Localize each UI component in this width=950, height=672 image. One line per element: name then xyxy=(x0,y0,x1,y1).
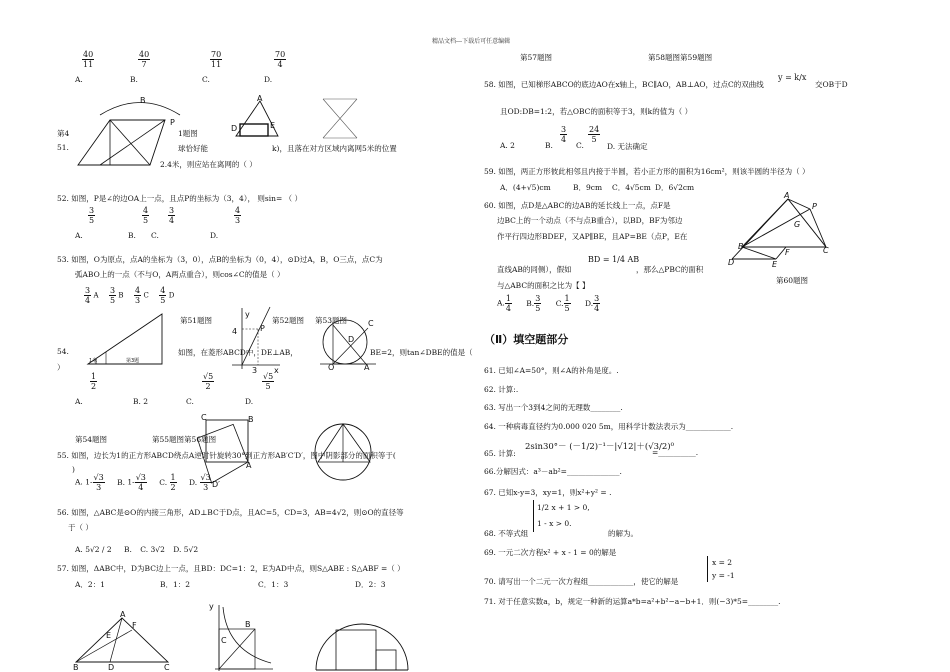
q54-option-d xyxy=(262,372,274,391)
svg-text:P: P xyxy=(812,202,817,211)
q60-a-label: A. xyxy=(497,298,505,308)
page-header: 精品文档---下载后可任意编辑 xyxy=(432,38,511,45)
q51-text-a: 球恰好能 xyxy=(178,144,208,153)
q52-option-a xyxy=(88,206,95,225)
q50-a-num: 40 xyxy=(83,50,94,59)
svg-text:F: F xyxy=(132,621,137,630)
q55-c-label: C. xyxy=(159,477,168,487)
q58-text-c: 且OD:DB=1:2，若△OBC的面积等于3，则k的值为（ ） xyxy=(500,107,693,116)
q56-text: 56. 如图，△ABC是⊙O的内接三角形，AD⊥BC于D点，且AC=5，CD=3，AB=4√2，则⊙O的直径等 xyxy=(57,508,404,517)
q54-c-den: 2 xyxy=(205,382,211,391)
q55-close: ) xyxy=(72,465,75,474)
q55-b-num: √3 xyxy=(135,473,146,482)
q55-d-label: D. xyxy=(189,477,198,487)
q53-a-num: 3 xyxy=(85,286,91,295)
caption-fig-4x: 第4 xyxy=(57,129,70,138)
q50-b-den: 7 xyxy=(141,60,147,69)
q63-text: 63. 写出一个3到4之间的无理数________. xyxy=(484,403,623,412)
q58-option-b xyxy=(560,125,567,144)
q50-d-den: 4 xyxy=(277,60,283,69)
svg-text:B: B xyxy=(248,415,254,424)
section-heading: （Ⅱ）填空题部分 xyxy=(484,333,569,346)
q59-option-d: D．6√2cm xyxy=(655,183,695,192)
q54-close: ） xyxy=(57,363,65,372)
q70-solution xyxy=(707,556,735,582)
q57-option-b: B．1：2 xyxy=(160,580,191,589)
q50-option-a xyxy=(82,50,94,69)
q50-c-num: 70 xyxy=(211,50,222,59)
q52-c-num: 3 xyxy=(169,206,175,215)
q53-b-den: 5 xyxy=(109,296,116,305)
q65-expression: 2sin30°－ (－1/2)⁻¹－|√12|＋(√3/2)⁰ xyxy=(525,442,675,452)
q64-text: 64. 一种病毒直径约为0.000 020 5m，用科学计数法表示为____________. xyxy=(484,422,734,431)
q52-a-den: 5 xyxy=(89,216,95,225)
q55-d-num: √3 xyxy=(200,473,211,482)
q60-b-num: 3 xyxy=(535,294,541,303)
q58-option-c xyxy=(588,125,600,144)
q50-option-b xyxy=(138,50,150,69)
q69-text: 69. 一元二次方程x² + x - 1 = 0的解是 xyxy=(484,548,617,557)
caption-fig-54: 第54题图 xyxy=(75,435,108,444)
svg-text:第3题: 第3题 xyxy=(126,358,140,364)
q55-d-den: 3 xyxy=(203,483,209,492)
q52-a-label: A. xyxy=(75,231,83,240)
q55-b-den: 4 xyxy=(138,483,144,492)
q53-d-den: 5 xyxy=(160,296,166,305)
svg-text:y: y xyxy=(245,310,250,319)
q50-a-den: 11 xyxy=(83,60,94,69)
svg-text:A: A xyxy=(246,461,252,470)
q56-b-label: B. xyxy=(123,545,132,554)
q60-text-b: 边BC上的一个动点（不与点B重合），以BD，BF为邻边 xyxy=(497,216,683,225)
svg-text:D: D xyxy=(348,335,355,344)
q54-option-a xyxy=(90,372,97,391)
q53-d-num: 4 xyxy=(160,286,166,295)
figure-slope-triangle xyxy=(86,312,166,367)
q60-d-den: 4 xyxy=(594,304,600,313)
q52-d-label: D. xyxy=(210,231,219,240)
svg-text:A: A xyxy=(257,94,263,103)
q58-option-c-label: C. xyxy=(576,141,584,150)
q54-option-c xyxy=(202,372,214,391)
figure-triangle-rect xyxy=(228,96,283,141)
q60-b-label: B. xyxy=(526,298,535,308)
q52-d-den: 3 xyxy=(235,216,241,225)
caption-fig-51b: 第51题图 xyxy=(180,316,213,325)
q55-b-pre: 1- xyxy=(127,477,135,487)
q60-a-num: 1 xyxy=(505,294,511,303)
q58-c-num: 24 xyxy=(589,125,600,134)
q52-b-num: 4 xyxy=(143,206,149,215)
q56-c-label: C. xyxy=(140,545,149,554)
q53-text-b: 弧ABO上的一点（不与O，A两点重合），则cos∠C的值是（ ） xyxy=(75,270,285,279)
q56-a-label: A. xyxy=(75,545,83,554)
svg-text:B: B xyxy=(738,242,744,251)
q55-c-den: 2 xyxy=(170,483,176,492)
q68-text-a: 68. 不等式组 xyxy=(484,529,529,538)
q56-a-value: 5√2 / 2 xyxy=(85,545,112,554)
svg-text:D: D xyxy=(231,124,238,133)
q60-text-d: 直线AB的同侧），假如 xyxy=(497,265,572,274)
q54-d-label: D. xyxy=(245,397,254,406)
q57-option-a: A．2：1 xyxy=(75,580,105,589)
q51-number: 51. xyxy=(57,143,69,152)
svg-text:D: D xyxy=(728,258,735,267)
q55-options xyxy=(75,473,212,492)
q66-text: 66.分解因式：a³－ab²=______________. xyxy=(484,467,622,476)
svg-text:C: C xyxy=(221,636,227,645)
figure-hyperbola-58 xyxy=(205,603,275,671)
q52-option-c xyxy=(168,206,175,225)
q52-d-num: 4 xyxy=(235,206,241,215)
q53-c-den: 3 xyxy=(134,296,141,305)
q68-ineq-2: 1 - x > 0. xyxy=(537,519,572,528)
q52-text: 52. 如图，P是∠的边OA上一点，且点P的坐标为（3，4）， 则sin= （ ） xyxy=(57,194,303,203)
svg-text:B: B xyxy=(245,620,251,629)
q55-c-num: 1 xyxy=(170,473,176,482)
svg-text:D: D xyxy=(108,663,115,672)
svg-text:1米: 1米 xyxy=(89,358,98,364)
svg-text:3: 3 xyxy=(252,366,258,375)
svg-text:D′: D′ xyxy=(212,480,220,489)
q56-text-b: 于（ ） xyxy=(68,523,93,532)
q58-option-b-label: B. xyxy=(545,141,553,150)
q58-b-num: 3 xyxy=(561,125,567,134)
svg-text:C: C xyxy=(368,319,374,328)
q60-d-label: D. xyxy=(585,298,594,308)
q54-c-label: C. xyxy=(186,397,194,406)
svg-text:y: y xyxy=(209,602,214,611)
q50-a-label: A. xyxy=(75,75,83,84)
q54-number: 54. xyxy=(57,347,69,356)
q55-a-num: √3 xyxy=(93,473,104,482)
q58-option-a: A. 2 xyxy=(500,141,515,150)
q60-text-e: ，那么△PBC的面积 xyxy=(636,265,704,274)
svg-text:B: B xyxy=(73,663,79,672)
caption-fig-55-56: 第55题图第56题图 xyxy=(152,435,217,444)
q70-sol-x: x = 2 xyxy=(712,558,733,567)
q60-options xyxy=(497,294,600,313)
figure-circle-53 xyxy=(318,320,378,370)
q60-d-num: 3 xyxy=(594,294,600,303)
caption-fig-60: 第60题图 xyxy=(776,276,809,285)
q59-option-c: C．4√5cm xyxy=(612,183,651,192)
q59-text: 59. 如图，两正方形彼此相邻且内接于半圆，若小正方形的面积为16cm²，则该半圆的半径为（ ） xyxy=(484,167,810,176)
q51-text-c: 2.4米，则应站在离网的（ ） xyxy=(160,160,257,169)
q50-d-num: 70 xyxy=(275,50,286,59)
svg-text:4: 4 xyxy=(232,327,238,336)
q55-a-pre: 1- xyxy=(85,477,93,487)
q53-b-label: B xyxy=(118,291,124,300)
q61-text: 61. 已知∠A=50°，则∠A的补角是度。. xyxy=(484,366,619,375)
q54-option-b xyxy=(133,397,148,406)
q55-text: 55. 如图，边长为1的正方形ABCD绕点A逆时针旋转30°到正方形AB′C′D′，图中阴影部分的面积等于( xyxy=(57,451,396,460)
q50-c-label: C. xyxy=(202,75,210,84)
q71-text: 71. 对于任意实数a，b，规定一种新的运算a*b=a²+b²−a−b+1．则(−3)*5=________. xyxy=(484,597,781,606)
q68-text-b: 的解为。 xyxy=(608,529,638,538)
q60-c-num: 1 xyxy=(564,294,570,303)
q50-b-num: 40 xyxy=(139,50,150,59)
q56-d-value: 5√2 xyxy=(183,545,199,554)
q53-c-num: 4 xyxy=(134,286,141,295)
q52-a-num: 3 xyxy=(89,206,95,215)
q53-a-label: A xyxy=(93,291,99,300)
svg-text:x: x xyxy=(274,366,279,375)
caption-fig-57: 第57题图 xyxy=(520,53,553,62)
q60-c-label: C. xyxy=(555,298,564,308)
svg-text:C: C xyxy=(164,663,170,672)
q58-b-den: 4 xyxy=(561,135,567,144)
q68-ineq-1: 1/2 x + 1 > 0, xyxy=(537,503,590,512)
q60-text-f: 与△ABC的面积之比为【 】 xyxy=(497,281,590,290)
svg-text:F: F xyxy=(785,248,790,257)
svg-text:P: P xyxy=(260,324,265,333)
svg-text:C: C xyxy=(823,246,829,255)
q50-c-den: 11 xyxy=(211,60,222,69)
q50-b-label: B. xyxy=(130,75,138,84)
svg-text:P: P xyxy=(170,118,175,127)
caption-fig-58-59: 第58题图第59题图 xyxy=(648,53,713,62)
q56-options xyxy=(75,545,198,554)
svg-text:A: A xyxy=(784,191,790,200)
q53-b-num: 3 xyxy=(109,286,116,295)
q58-option-d: D. 无法确定 xyxy=(607,142,648,151)
svg-text:C: C xyxy=(201,413,207,422)
figure-triangle-57 xyxy=(72,610,172,670)
q58-hyperbola: y = k/x xyxy=(778,73,807,82)
q51-text-b: k)，且落在对方区域内离网5米的位置 xyxy=(272,144,397,153)
q62-text: 62. 计算:. xyxy=(484,385,519,394)
q55-b-label: B. xyxy=(117,477,125,487)
figure-hourglass xyxy=(320,96,360,141)
q59-option-a: A．(4+√5)cm xyxy=(500,183,551,192)
q60-text-c: 作平行四边形BDEF，又AP∥BE，且AP=BE（点P，E在 xyxy=(497,232,688,241)
q50-option-d xyxy=(274,50,286,69)
q60-equation: BD = 1/4 AB xyxy=(588,255,640,264)
q54-a-num: 1 xyxy=(91,372,97,381)
q55-a-label: A. xyxy=(75,477,83,487)
figure-circle-56 xyxy=(312,412,374,482)
q70-sol-y: y = -1 xyxy=(712,571,735,580)
q67-text: 67. 已知x-y=3，xy=1，则x²+y² = . xyxy=(484,488,612,497)
svg-text:O: O xyxy=(328,363,335,372)
q68-system xyxy=(533,500,590,532)
q65-text-b: =__________. xyxy=(652,448,699,457)
q52-b-label: B. xyxy=(128,231,136,240)
q60-text-a: 60. 如图，点D是△ABC的边AB的延长线上一点，点F是 xyxy=(484,201,671,210)
q52-option-b xyxy=(142,206,149,225)
svg-text:A: A xyxy=(364,363,370,372)
caption-fig-53: 第53题图 xyxy=(315,316,348,325)
svg-text:B: B xyxy=(140,96,146,105)
svg-text:E: E xyxy=(772,260,778,269)
q53-c-label: C xyxy=(143,291,149,300)
q70-text: 70. 请写出一个二元一次方程组____________，使它的解是 xyxy=(484,577,679,586)
q54-b-label: B. xyxy=(133,397,141,406)
svg-text:G: G xyxy=(794,220,801,229)
q57-text: 57. 如图，ΔABC中，D为BC边上一点，且BD：DC=1：2，E为AD中点，则S△ABE : S△ABF =（ ） xyxy=(57,564,405,573)
q58-text-b: 交OB于D xyxy=(815,80,848,89)
q60-c-den: 5 xyxy=(564,304,570,313)
q52-b-den: 5 xyxy=(143,216,149,225)
q57-option-d: D．2：3 xyxy=(355,580,386,589)
figure-semicircle-59 xyxy=(312,622,412,672)
q54-d-num: √5 xyxy=(263,372,274,381)
q58-text-a: 58. 如图，已知梯形ABCO的底边AO在x轴上，BC∥AO，AB⊥AO，过点C的双曲线 xyxy=(484,80,764,89)
q54-text: 如图，在菱形ABCD中，DE⊥AB， xyxy=(178,348,298,357)
q54-c-num: √5 xyxy=(203,372,214,381)
svg-text:E: E xyxy=(270,121,276,130)
q54-a-den: 2 xyxy=(91,382,97,391)
q52-c-label: C. xyxy=(151,231,159,240)
q52-option-d xyxy=(234,206,241,225)
q53-options xyxy=(84,286,174,305)
svg-text:E: E xyxy=(106,631,112,640)
q53-text-a: 53. 如图，O为原点，点A的坐标为（3，0），点B的坐标为（0，4），⊙D过A，B，O三点，点C为 xyxy=(57,255,383,264)
figure-coordinate-angle xyxy=(222,305,282,375)
q50-d-label: D. xyxy=(264,75,273,84)
q56-c-value: 3√2 xyxy=(150,545,165,554)
svg-text:A: A xyxy=(120,610,126,619)
q58-c-den: 5 xyxy=(591,135,597,144)
q54-d-den: 5 xyxy=(265,382,271,391)
q60-a-den: 4 xyxy=(505,304,511,313)
q60-b-den: 5 xyxy=(535,304,541,313)
q50-option-c xyxy=(210,50,222,69)
q54-a-label: A. xyxy=(75,397,83,406)
caption-fig-51: 1题图 xyxy=(178,129,198,138)
q54-tail: BE=2，则tan∠DBE的值是（ xyxy=(370,348,473,357)
q53-d-label: D xyxy=(168,291,175,300)
q54-b-value: 2 xyxy=(143,397,149,406)
q52-c-den: 4 xyxy=(169,216,175,225)
q65-text-a: 65. 计算: xyxy=(484,449,516,458)
caption-fig-52: 第52题图 xyxy=(272,316,305,325)
q59-option-b: B．9cm xyxy=(573,183,603,192)
q56-d-label: D. xyxy=(173,545,182,554)
q55-a-den: 3 xyxy=(96,483,102,492)
q57-option-c: C．1：3 xyxy=(258,580,289,589)
figure-triangle-60 xyxy=(728,193,838,268)
q53-a-den: 4 xyxy=(85,296,91,305)
